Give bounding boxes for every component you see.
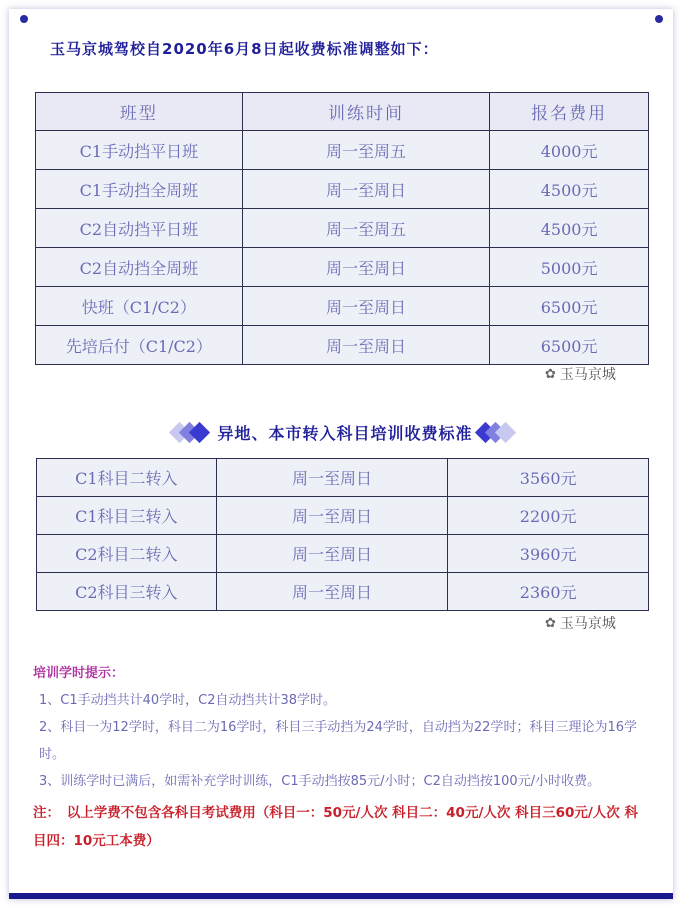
section-title-text: 异地、本市转入科目培训收费标准 [217, 423, 473, 443]
table-row [36, 326, 649, 365]
cell-training-time: 周一至周五 [242, 209, 490, 248]
corner-dot-top-right [655, 15, 663, 23]
cell-training-time: 周一至周五 [242, 131, 490, 170]
training-notes [33, 660, 648, 855]
table-row [36, 209, 649, 248]
table-row [36, 131, 649, 170]
header-training-time: 训练时间 [242, 93, 490, 131]
cell-fee: 2360元 [448, 573, 649, 611]
note-item-3: 3、训练学时已满后，如需补充学时训练，C1手动挡按85元/小时；C2自动挡按100元/小时收费。 [39, 774, 601, 789]
header-class-type: 班型 [36, 93, 243, 131]
fee-table-transfer [36, 458, 649, 611]
cell-subject: C1科目三转入 [37, 497, 217, 535]
note-item-1: 1、C1手动挡共计40学时，C2自动挡共计38学时。 [39, 693, 337, 708]
diamond-decoration-left-icon [177, 425, 207, 440]
watermark-1 [545, 364, 616, 384]
page-headline: 玉马京城驾校自2020年6月8日起收费标准调整如下： [50, 40, 439, 58]
table-row [37, 497, 649, 535]
cell-subject: C1科目二转入 [37, 459, 217, 497]
cell-training-time: 周一至周日 [216, 497, 448, 535]
cell-training-time: 周一至周日 [216, 535, 448, 573]
watermark-text: 玉马京城 [559, 616, 616, 632]
cell-fee: 6500元 [490, 287, 649, 326]
wechat-icon: ✿ [545, 366, 556, 382]
table-row [37, 459, 649, 497]
table-row [36, 170, 649, 209]
table-row [36, 248, 649, 287]
cell-class-type: C2自动挡平日班 [36, 209, 243, 248]
cell-subject: C2科目三转入 [37, 573, 217, 611]
bottom-bar [9, 893, 673, 899]
cell-training-time: 周一至周日 [216, 459, 448, 497]
table-row [37, 573, 649, 611]
wechat-icon: ✿ [545, 615, 556, 631]
cell-class-type: C1手动挡平日班 [36, 131, 243, 170]
cell-class-type: 快班（C1/C2） [36, 287, 243, 326]
diamond-decoration-right-icon [483, 425, 513, 440]
table-row [37, 535, 649, 573]
watermark-2 [545, 613, 616, 633]
table-header-row [36, 93, 649, 131]
cell-fee: 4500元 [490, 209, 649, 248]
cell-fee: 4500元 [490, 170, 649, 209]
section-title [160, 420, 530, 444]
cell-training-time: 周一至周日 [242, 170, 490, 209]
corner-dot-top-left [20, 15, 28, 23]
fee-table-main [35, 92, 649, 365]
cell-training-time: 周一至周日 [242, 287, 490, 326]
cell-fee: 6500元 [490, 326, 649, 365]
cell-fee: 3560元 [448, 459, 649, 497]
cell-training-time: 周一至周日 [242, 326, 490, 365]
notes-title: 培训学时提示： [33, 666, 125, 681]
cell-class-type: C2自动挡全周班 [36, 248, 243, 287]
cell-fee: 2200元 [448, 497, 649, 535]
table-row [36, 287, 649, 326]
header-fee: 报名费用 [490, 93, 649, 131]
cell-training-time: 周一至周日 [242, 248, 490, 287]
cell-training-time: 周一至周日 [216, 573, 448, 611]
watermark-text: 玉马京城 [559, 367, 616, 383]
cell-fee: 5000元 [490, 248, 649, 287]
cell-subject: C2科目二转入 [37, 535, 217, 573]
note-item-2: 2、科目一为12学时，科目二为16学时，科目三手动挡为24学时，自动挡为22学时；科目三理论为16学时。 [39, 720, 637, 762]
cell-class-type: C1手动挡全周班 [36, 170, 243, 209]
cell-fee: 3960元 [448, 535, 649, 573]
cell-class-type: 先培后付（C1/C2） [36, 326, 243, 365]
cell-fee: 4000元 [490, 131, 649, 170]
fee-disclaimer: 注： 以上学费不包含各科目考试费用（科目一：50元/人次 科目二：40元/人次 科目三60元/人次 科目四：10元工本费） [33, 805, 639, 849]
